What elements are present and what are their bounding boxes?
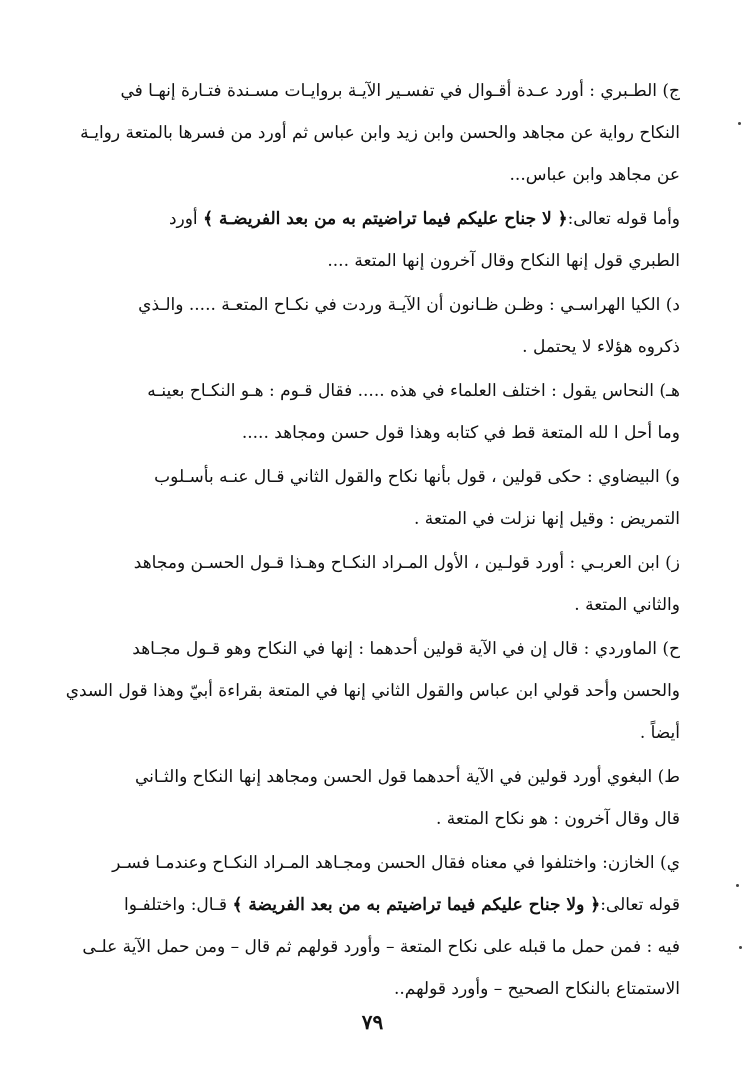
paragraph-baydawi xyxy=(62,456,680,540)
text-line: والحسن وأحد قولي ابن عباس والقول الثاني إنها في المتعة بقراءة أبيّ وهذا قول السدي xyxy=(65,681,680,701)
text-line: الاستمتاع بالنكاح الصحيح – وأورد قولهم.. xyxy=(393,979,680,999)
quran-quote: ﴿ لا جناح عليكم فيما تراضيتم به من بعد الفريضـة ﴾ xyxy=(203,209,568,229)
paragraph-baghawi xyxy=(62,756,680,840)
text-line: فيه : فمن حمل ما قبله على نكاح المتعة – وأورد قولهم ثم قال – ومن حمل الآية علـى xyxy=(82,937,680,957)
text-line: وما أحل ا لله المتعة قط في كتابه وهذا قول حسن ومجاهد ..... xyxy=(241,423,680,443)
text-line: ج) الطـبري : أورد عـدة أقـوال في تفسـير الآيـة بروايـات مسـندة فتـارة إنهـا في xyxy=(120,81,680,101)
text-line: ز) ابن العربـي : أورد قولـين ، الأول المـراد النكـاح وهـذا قـول الحسـن ومجاهد xyxy=(133,553,680,573)
quran-quote: ﴿ ولا جناح عليكم فيما تراضيتم به من بعد الفريضة ﴾ xyxy=(232,895,601,915)
text-line: أيضاً . xyxy=(639,723,680,743)
text-line: قال وقال آخرون : هو نكاح المتعة . xyxy=(436,809,680,829)
text-line: د) الكيا الهراسـي : وظـن ظـانون أن الآيـة وردت في نكـاح المتعـة ..... والـذي xyxy=(138,295,680,315)
text-line: ح) الماوردي : قال إن في الآية قولين أحدهما : إنها في النكاح وهو قـول مجـاهد xyxy=(132,639,680,659)
text-line: هـ) النحاس يقول : اختلف العلماء في هذه ..... فقال قـوم : هـو النكـاح بعينـه xyxy=(147,381,680,401)
paragraph-kiya-harasi xyxy=(62,284,680,368)
paragraph-tabari-verse xyxy=(62,198,680,282)
text-line: عن مجاهد وابن عباس... xyxy=(509,165,680,185)
text-line: و) البيضاوي : حكى قولين ، قول بأنها نكاح والقول الثاني قـال عنـه بأسـلوب xyxy=(154,467,680,487)
paragraph-mawardi xyxy=(62,628,680,754)
margin-mark xyxy=(738,122,741,125)
margin-mark xyxy=(736,884,739,887)
paragraph-ibn-arabi xyxy=(62,542,680,626)
text-line: ذكروه هؤلاء لا يحتمل . xyxy=(522,337,680,357)
text-line: والثاني المتعة . xyxy=(574,595,680,615)
margin-mark xyxy=(739,946,742,949)
text-segment: أورد xyxy=(168,209,204,229)
text-segment: وأما قوله تعالى: xyxy=(567,209,680,229)
paragraph-tabari xyxy=(62,70,680,196)
page-number: ٧٩ xyxy=(361,1010,384,1034)
paragraph-khazin xyxy=(62,842,680,1010)
paragraph-nahhas xyxy=(62,370,680,454)
text-line: الطبري قول إنها النكاح وقال آخرون إنها المتعة .... xyxy=(327,251,680,271)
text-line: التمريض : وقيل إنها نزلت في المتعة . xyxy=(413,509,680,529)
text-segment: قـال: واختلفـوا xyxy=(124,895,233,915)
text-line: النكاح رواية عن مجاهد والحسن وابن زيد وابن عباس ثم أورد من فسرها بالمتعة روايـة xyxy=(80,123,680,143)
page-text xyxy=(62,70,680,1010)
text-line: ط) البغوي أورد قولين في الآية أحدهما قول الحسن ومجاهد إنها النكاح والثـاني xyxy=(134,767,680,787)
text-line: ي) الخازن: واختلفوا في معناه فقال الحسن ومجـاهد المـراد النكـاح وعندمـا فسـر xyxy=(112,853,680,873)
text-segment: قوله تعالى: xyxy=(600,895,680,915)
